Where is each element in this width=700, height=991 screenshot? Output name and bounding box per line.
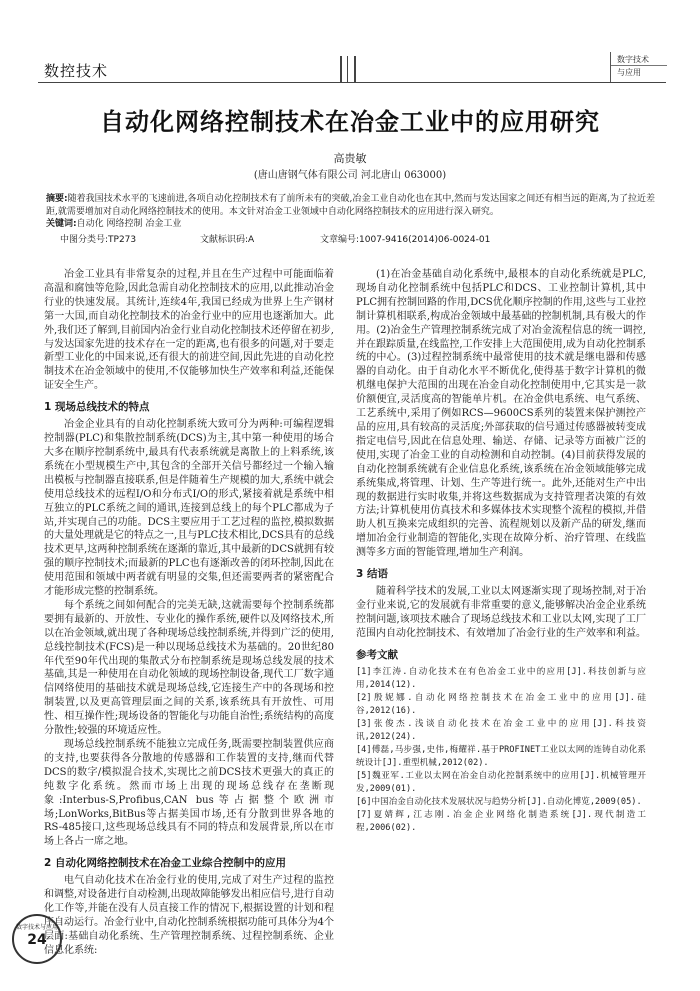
abstract-text-line (46, 193, 656, 218)
page-badge-journal-text: 数字技术与应用 (15, 924, 58, 931)
article-title: 自动化网络控制技术在冶金工业中的应用研究 (100, 107, 600, 136)
section-label: 数控技术 (44, 62, 109, 80)
clc-number: 中图分类号:TP273 (60, 235, 137, 245)
author-affiliation: (唐山唐钢气体有限公司 河北唐山 063000) (253, 170, 447, 181)
section-1-paragraph: 现场总线控制系统不能独立完成任务,既需要控制装置供应商的支持,也要获得各分散地的传感器和工作装置的支持,继而代替DCS的数字/模拟混合技术,实现比之前DCS技术更强大的真正的纯数字化系统。然而市场上出现的现场总线存在垄断现象:Interbus-S,Profibus,CAN bus等占据整个欧洲市场;LonWorks,BitBus等占据美国市场,还有分散到世界各地的RS-485接口,这些现场总线具有不同的特点和发展背景,所以在市场上各占一席之地。 (44, 739, 334, 848)
badge-divider (611, 65, 667, 66)
section-3-paragraph: 随着科学技术的发展,工业以太网逐渐实现了现场控制,对于冶金行业来说,它的发展就有非常重要的意义,能够解决冶金企业系统控制问题,该项技术融合了现场总线技术和工业以太网,实现了工厂范围内自动化控制技术、有效增加了冶金行业的生产效率和利益。 (356, 586, 646, 639)
section-3-heading: 3 结语 (356, 568, 388, 581)
reference-item: [3]张俊杰.浅谈自动化技术在冶金工业中的应用[J].科技资讯,2012(24). (356, 718, 646, 742)
author-name: 高贵敏 (333, 152, 367, 165)
abstract-block (46, 193, 656, 231)
intro-paragraph: 冶金工业具有非常复杂的过程,并且在生产过程中可能面临着高温和腐蚀等危险,因此急需自动化控制技术的应用,以此推动冶金行业的快速发展。其统计,连续4年,我国已经成为世界上生产钢材第一大国,而自动化控制技术的冶金行业中的应用也逐渐加大。此外,我们还了解到,目前国内冶金行业自动化控制技术还停留在初步,与发达国家先进的技术存在一定的距离,也有很多的问题,对于要走新型工业化的中国来说,还有很大的前进空间,因此先进的自动化控制技术在冶金领域中的使用,不仅能够加快生产效率和利益,还能保证安全生产。 (44, 269, 334, 392)
reference-item: [1]李江涛.自动化技术在有色冶金工业中的应用[J].科技创新与应用,2014(12). (356, 666, 646, 690)
reference-item: [5]魏亚军.工业以太网在冶金自动化控制系统中的应用[J].机械管理开发,2009(01). (356, 770, 646, 794)
header-bars-decoration (340, 56, 356, 82)
header-rule (38, 82, 666, 83)
journal-badge (610, 52, 666, 82)
running-header (38, 56, 666, 86)
reference-list (356, 666, 646, 835)
reference-item: [2]殷妮娜.自动化网络控制技术在冶金工业中的应用[J].硅谷,2012(16). (356, 692, 646, 716)
badge-bottom-text: 与应用 (617, 68, 641, 77)
section-1-paragraph: 冶金企业具有的自动化控制系统大致可分为两种:可编程逻辑控制器(PLC)和集散控制系统(DCS)为主,其中第一种使用的场合大多在顺序控制系统中,最具有代表系统就是离散上的上料系统,该系统在小型规模生产中,其包含的全部开关信号都经过一个输入输出模板与控制器直接联系,但是伴随着生产规模的加大,系统中就会使用总线技术的远程I/O和分布式I/O的形式,紧接着就是系统中相互独立的PLC系统之间的通讯,连接到总线上的每个PLC都成为子站,并实现自己的功能。DCS主要应用于工艺过程的监控,模拟数据的大量处理就是它的特点之一,且与PLC技术相比,DCS具有的总线技术更早,这两种控制系统在逐渐的靠近,其中最新的DCS就拥有较强的顺序控制技术;而最新的PLC也有逐渐改善的闭环控制,因此在使用范围和领域中两者就有明显的交集,但还需要两者的紧密配合才能形成完整的控制系统。 (44, 419, 334, 598)
references-heading: 参考文献 (356, 648, 398, 661)
page-number-badge (12, 914, 62, 964)
section-1-heading: 1 现场总线技术的特点 (44, 401, 150, 414)
keywords-text: 自动化 网络控制 冶金工业 (76, 219, 182, 229)
abstract-label: 摘要: (46, 194, 68, 204)
section-2-heading: 2 自动化网络控制技术在冶金工业综合控制中的应用 (44, 857, 286, 870)
section-2-paragraph: (1)在冶金基础自动化系统中,最根本的自动化系统就是PLC,现场自动化控制系统中包括PLC和DCS、工业控制计算机,其中PLC拥有控制回路的作用,DCS优化顺序控制的作用,这些与工业控制计算机相联系,构成冶金领域中最基础的控制机制,具有极大的作用。(2)冶金生产管理控制系统完成了对冶金流程信息的统一调控,并在跟踪质量,在线监控,工作安排上大范围使用,成为自动化控制系统的中心。(3)过程控制系统中最常使用的技术就是继电器和传感器的自动化。由于自动化水平不断优化,使得基于数字计算机的微机继电保护大范围的出现在冶金自动化控制使用中,它其实是一款价额便宜,灵活度高的智能单片机。在冶金供电系统、电气系统、工艺系统中,采用了例如RCS—9600CS系列的装置来保护测控产品的应用,具有较高的灵活度;外部获取的信号通过传感器被转变成指定电信号,因此在信息处理、输送、存储、记录等方面被广泛的使用,实现了冶金工业的自动检测和自动控制。(4)目前获得发展的自动化控制系统就有企业信息化系统,该系统在冶金领域能够完成系统集成,将管理、计划、生产等进行统一。此外,还能对生产中出现的数据进行实时收集,并将这些数据成为支持管理者决策的有效方法;计算机使用仿真技术和多媒体技术实现整个流程的模拟,并借助人机互换来完成组织的完善、流程规划以及新产品的研发,继而增加冶金行业制造的智能化,实现在故障分析、治疗管理、在线监测等多方面的智能管理,增加生产利润。 (356, 269, 646, 559)
left-column (44, 268, 334, 956)
keywords-line (46, 218, 656, 231)
reference-item: [6]中国冶金自动化技术发展状况与趋势分析[J].自动化博览,2009(05). (356, 796, 642, 807)
section-1-paragraph: 每个系统之间如何配合的完美无缺,这就需要每个控制系统都要拥有最新的、开放性、专业化的操作系统,硬件以及网络技术,所以在冶金领域,就出现了各种现场总线控制系统,并得到广泛的使用,总线控制技术(FCS)是一种以现场总线技术为基础的。20世纪80年代至90年代出现的集散式分布控制系统是现场总线发展的技术基础,其是一种使用在自动化领域的现场控制设备,现代工厂数字通信网络使用的基础技术就是现场总线,它连接生产中的各现场和控制装置,以及更高管理层面之间的关系,该系统具有开放性、可用性、相互操作性;现场设备的智能化与功能自治性;系统结构的高度分散性;较强的环境适应性。 (44, 599, 334, 737)
abstract-text: 随着我国技术水平的飞速前进,各项自动化控制技术有了前所未有的突破,冶金工业自动化也在其中,然而与发达国家之间还有相当远的距离,为了拉近差距,就需要增加对自动化网络控制技术的使用。本文针对冶金工业领域中自动化网络控制技术的应用进行深入研究。 (46, 194, 656, 217)
keywords-label: 关键词: (46, 219, 77, 229)
article-number: 文章编号:1007-9416(2014)06-0024-01 (320, 235, 491, 245)
reference-item: [4]傅磊,马步强,史伟,梅耀祥.基于PROFINET工业以太网的连铸自动化系统设计[J].重型机械,2012(02). (356, 744, 646, 768)
page-number: 24 (27, 932, 47, 948)
reference-item: [7]夏婧辉,江志刚.冶金企业网络化制造系统[J].现代制造工程,2006(02). (356, 809, 646, 833)
right-column (356, 268, 646, 835)
section-2-paragraph-start: 电气自动化技术在冶金行业的使用,完成了对生产过程的监控和调整,对设备进行自动检测,出现故障能够发出相应信号,进行自动化工作等,并能在没有人员直接工作的情况下,根据设置的计划和程序自动运行。冶金行业中,自动化控制系统根据功能可具体分为4个层面:基础自动化系统、生产管理控制系统、过程控制系统、企业信息化系统: (44, 875, 334, 956)
badge-top-text: 数字技术 (617, 55, 649, 64)
document-code: 文献标识码:A (200, 235, 255, 245)
